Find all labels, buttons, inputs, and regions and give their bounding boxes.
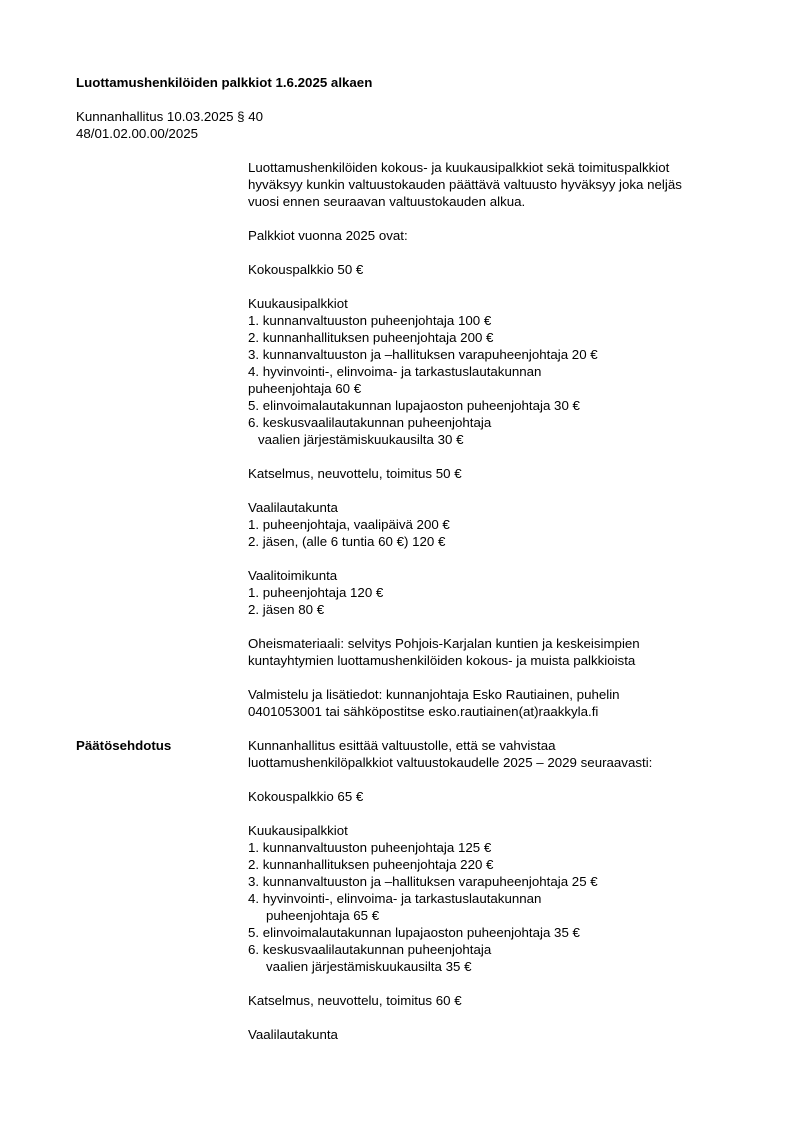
current-monthly-item: 1. kunnanvaltuuston puheenjohtaja 100 €: [248, 313, 492, 328]
preparation-line: 0401053001 tai sähköpostitse esko.rautiainen(at)raakkyla.fi: [248, 704, 599, 719]
current-election-committee-item: 2. jäsen 80 €: [248, 602, 325, 617]
current-meeting-fee: Kokouspalkkio 50 €: [248, 262, 364, 277]
current-election-board-item: 2. jäsen, (alle 6 tuntia 60 €) 120 €: [248, 534, 446, 549]
attachment-line: kuntayhtymien luottamushenkilöiden kokous- ja muista palkkioista: [248, 653, 636, 668]
preparation-line: Valmistelu ja lisätiedot: kunnanjohtaja Esko Rautiainen, puhelin: [248, 687, 620, 702]
proposed-monthly-item: 1. kunnanvaltuuston puheenjohtaja 125 €: [248, 840, 492, 855]
proposal-intro-line: Kunnanhallitus esittää valtuustolle, että se vahvistaa: [248, 738, 556, 753]
proposed-monthly-item: 4. hyvinvointi-, elinvoima- ja tarkastuslautakunnan: [248, 891, 542, 906]
current-election-board-item: 1. puheenjohtaja, vaalipäivä 200 €: [248, 517, 450, 532]
attachment-line: Oheismateriaali: selvitys Pohjois-Karjalan kuntien ja keskeisimpien: [248, 636, 640, 651]
document-title: Luottamushenkilöiden palkkiot 1.6.2025 alkaen: [76, 75, 373, 90]
proposed-monthly-item: 2. kunnanhallituksen puheenjohtaja 220 €: [248, 857, 494, 872]
intro-line: vuosi ennen seuraavan valtuustokauden alkua.: [248, 194, 526, 209]
meeting-reference: Kunnanhallitus 10.03.2025 § 40: [76, 109, 264, 124]
current-election-committee-item: 1. puheenjohtaja 120 €: [248, 585, 384, 600]
current-monthly-heading: Kuukausipalkkiot: [248, 296, 348, 311]
current-election-committee-heading: Vaalitoimikunta: [248, 568, 338, 583]
proposed-inspection-fee: Katselmus, neuvottelu, toimitus 60 €: [248, 993, 462, 1008]
proposed-monthly-heading: Kuukausipalkkiot: [248, 823, 348, 838]
current-monthly-item: 3. kunnanvaltuuston ja –hallituksen varapuheenjohtaja 20 €: [248, 347, 598, 362]
current-monthly-item-cont: puheenjohtaja 60 €: [248, 381, 362, 396]
current-election-board-heading: Vaalilautakunta: [248, 500, 338, 515]
proposed-monthly-item: 3. kunnanvaltuuston ja –hallituksen varapuheenjohtaja 25 €: [248, 874, 598, 889]
proposed-monthly-item: 5. elinvoimalautakunnan lupajaoston puheenjohtaja 35 €: [248, 925, 580, 940]
current-monthly-item: 5. elinvoimalautakunnan lupajaoston puheenjohtaja 30 €: [248, 398, 580, 413]
proposal-intro-line: luottamushenkilöpalkkiot valtuustokaudelle 2025 – 2029 seuraavasti:: [248, 755, 653, 770]
current-fees-heading: Palkkiot vuonna 2025 ovat:: [248, 228, 408, 243]
record-number: 48/01.02.00.00/2025: [76, 126, 199, 141]
intro-line: hyväksyy kunkin valtuustokauden päättävä valtuusto hyväksyy joka neljäs: [248, 177, 682, 192]
current-monthly-item: 6. keskusvaalilautakunnan puheenjohtaja: [248, 415, 492, 430]
current-monthly-item: 2. kunnanhallituksen puheenjohtaja 200 €: [248, 330, 494, 345]
proposal-label: Päätösehdotus: [76, 738, 172, 753]
current-monthly-item-cont: vaalien järjestämiskuukausilta 30 €: [258, 432, 464, 447]
current-monthly-item: 4. hyvinvointi-, elinvoima- ja tarkastuslautakunnan: [248, 364, 542, 379]
proposed-monthly-item: 6. keskusvaalilautakunnan puheenjohtaja: [248, 942, 492, 957]
proposed-election-board-heading: Vaalilautakunta: [248, 1027, 338, 1042]
current-inspection-fee: Katselmus, neuvottelu, toimitus 50 €: [248, 466, 462, 481]
proposed-meeting-fee: Kokouspalkkio 65 €: [248, 789, 364, 804]
intro-line: Luottamushenkilöiden kokous- ja kuukausipalkkiot sekä toimituspalkkiot: [248, 160, 670, 175]
proposed-monthly-item-cont: puheenjohtaja 65 €: [266, 908, 380, 923]
proposed-monthly-item-cont: vaalien järjestämiskuukausilta 35 €: [266, 959, 472, 974]
